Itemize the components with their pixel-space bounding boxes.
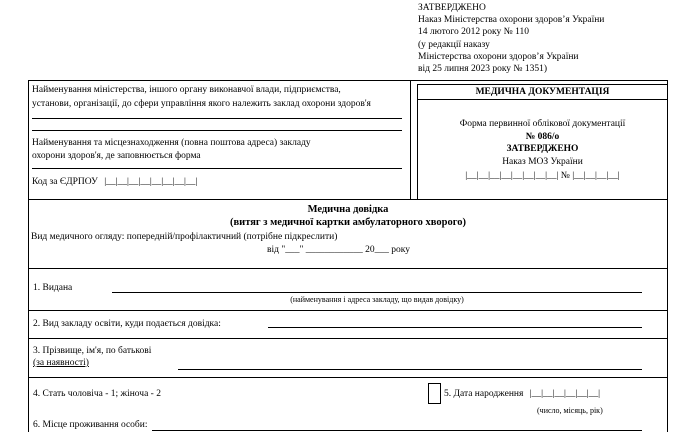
approval-line: (у редакції наказу	[418, 40, 490, 50]
section-line-3	[28, 338, 668, 339]
right-box-header-underline	[417, 99, 668, 100]
header-divider	[410, 80, 411, 199]
birthdate-label: 5. Дата народження	[444, 389, 524, 399]
issued-input-line[interactable]	[112, 292, 642, 293]
sex-checkbox[interactable]	[428, 383, 441, 404]
name-label: 3. Прізвище, ім'я, по батькові	[33, 346, 152, 356]
name-input-line[interactable]	[178, 369, 642, 370]
edrpou-field[interactable]	[32, 176, 197, 188]
form-type-label: Форма первинної облікової документації	[459, 119, 626, 129]
header-bottom-line	[28, 199, 668, 200]
facility-label-line1: Найменування та місцезнаходження (повна поштова адреса) закладу	[32, 138, 311, 148]
approval-line: ЗАТВЕРДЖЕНО	[418, 3, 486, 13]
ministry-input-line[interactable]	[32, 118, 402, 119]
school-input-line[interactable]	[268, 327, 642, 328]
facility-input-line[interactable]	[32, 168, 402, 169]
address-input-line[interactable]	[152, 430, 642, 431]
section-line-4	[28, 377, 668, 378]
right-box-top	[417, 84, 668, 85]
birthdate-cells[interactable]: |__|__|__|__|__|__|	[529, 389, 601, 399]
approved-label: ЗАТВЕРДЖЕНО	[506, 144, 579, 154]
ministry-input-line-2[interactable]	[32, 130, 402, 131]
document-title: Медична довідка	[307, 204, 389, 215]
form-number: № 086/о	[525, 132, 560, 142]
address-label: 6. Місце проживання особи:	[33, 420, 148, 430]
school-label: 2. Вид закладу освіти, куди подається довідка:	[33, 319, 221, 329]
approval-line: Наказ Міністерства охорони здоров’я України	[418, 15, 605, 25]
section-line-2	[28, 310, 668, 311]
ministry-label-line1: Найменування міністерства, іншого органу виконавчої влади, підприємства,	[32, 85, 341, 95]
exam-type-selector[interactable]: Вид медичного огляду: попередній/профілактичний (потрібне підкреслити)	[31, 232, 338, 242]
edrpou-cells[interactable]: |__|__|__|__|__|__|__|__|	[104, 177, 198, 187]
order-number-cells[interactable]: |__|__|__|__|__|__|__|__| № |__|__|__|__|	[465, 171, 620, 181]
issued-caption: (найменування і адреса закладу, що видав довідку)	[290, 295, 464, 304]
facility-label-line2: охорони здоров'я, де заповнюється форма	[32, 151, 201, 161]
issue-date-field[interactable]: від "___" ____________ 20___ року	[267, 245, 410, 255]
approval-line: від 25 липня 2023 року № 1351)	[418, 64, 548, 74]
birthdate-field[interactable]	[444, 388, 600, 400]
edrpou-label: Код за ЄДРПОУ	[32, 177, 98, 187]
name-sublabel: (за наявності)	[33, 358, 89, 368]
issued-label: 1. Видана	[33, 283, 73, 293]
approval-line: 14 лютого 2012 року № 110	[418, 27, 529, 37]
frame-top	[28, 80, 668, 81]
section-line-1	[28, 268, 668, 269]
med-doc-header: МЕДИЧНА ДОКУМЕНТАЦІЯ	[475, 87, 610, 97]
frame-left	[28, 80, 29, 432]
sex-label: 4. Стать чоловіча - 1; жіноча - 2	[33, 389, 161, 399]
approval-line: Міністерства охорони здоров’я України	[418, 52, 579, 62]
document-subtitle: (витяг з медичної картки амбулаторного хворого)	[229, 217, 467, 228]
order-label: Наказ МОЗ України	[502, 157, 583, 167]
ministry-label-line2: установи, організації, до сфери управління якого належить заклад охорони здоров'я	[32, 99, 371, 109]
birthdate-caption: (число, місяць, рік)	[537, 406, 603, 415]
